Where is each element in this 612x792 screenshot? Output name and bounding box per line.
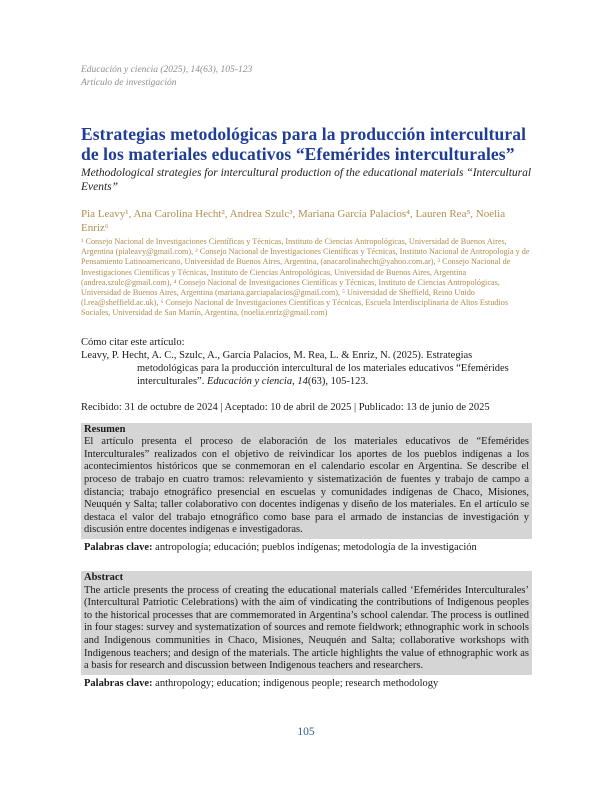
dates-line: Recibido: 31 de octubre de 2024 | Aceptado: 10 de abril de 2025 | Publicado: 13 de junio de 2025 bbox=[81, 401, 490, 413]
journal-header bbox=[81, 64, 532, 89]
citation-issue-pages: (63), 105-123. bbox=[307, 375, 369, 387]
abstract-heading: Abstract bbox=[84, 571, 124, 583]
citation-journal-name: Educación y ciencia, 14 bbox=[206, 375, 308, 387]
resumen-keywords bbox=[81, 541, 532, 554]
resumen-body: El artículo presenta el proceso de elaboración de los materiales educativos de “Efemérides Interculturales” realizados con el objetivo de reivindicar los aportes de los pueblos indígenas a los acontecimientos históricos que se conmemoran en el calendario escolar en Argentina. Se describe el proceso de trabajo en cuatro tramos: relevamiento y sistematización de fuentes y trabajo de campo a distancia; trabajo etnográfico presencial en escuelas y comunidades indígenas de Chaco, Misiones, Neuquén y Salta; taller colaborativo con docentes indígenas y diseño de los materiales. En el artículo se destaca el valor del trabajo etnográfico como base para el armado de instancias de investigación y discusión entre docentes indígenas e investigadoras. bbox=[84, 436, 529, 536]
resumen-keywords-value: antropología; educación; pueblos indígenas; metodología de la investigación bbox=[155, 541, 477, 553]
abstract-keywords-value: anthropology; education; indigenous people; research methodology bbox=[155, 677, 439, 689]
author-affiliations: ¹ Consejo Nacional de Investigaciones Científicas y Técnicas, Instituto de Ciencias Antropológicas, Universidad de Buenos Aires, Argentina (pialeavy@gmail.com), ² Consejo Nacional de Investigaciones Científicas y Técnicas, Instituto Nacional de Antropología y de Pensamiento Latinoamericano, Universidad de Buenos Aires, Argentina, (anacarolinahecht@yahoo.com.ar), ³ Consejo Nacional de Investigaciones Científicas y Técnicas, Instituto de Ciencias Antropológicas, Universidad de Buenos Aires, Argentina (andrea.szulc@gmail.com), ⁴ Consejo Nacional de Investigaciones Científicas y Técnicas, Instituto de Ciencias Antropológicas, Universidad de Buenos Aires, Argentina (mariana.garciapalacios@gmail.com), ⁵ Universidad de Sheffield, Reino Unido (l.rea@sheffield.ac.uk), ⁶ Consejo Nacional de Investigaciones Científicas y Técnicas, Escuela Interdisciplinaria de Altos Estudios Sociales, Universidad de San Martín, Argentina, (noelia.enriz@gmail.com) bbox=[81, 237, 530, 318]
resumen-keywords-label: Palabras clave: bbox=[84, 541, 153, 553]
page-number: 105 bbox=[297, 726, 315, 738]
article-type-label: Artículo de investigación bbox=[81, 77, 177, 88]
journal-line: Educación y ciencia (2025), 14(63), 105-123 bbox=[81, 65, 253, 75]
abstract-keywords-label: Palabras clave: bbox=[84, 677, 153, 689]
page-content bbox=[81, 64, 532, 690]
citation-text-main: Leavy, P. Hecht, A. C., Szulc, A., García Palacios, M. Rea, L. & Enriz, N. (2025). Estrategias metodológicas para la producción intercultural de los materiales educativos “Efemérides interculturales”. bbox=[81, 349, 509, 387]
abstract-keywords bbox=[81, 677, 532, 690]
citation-text bbox=[81, 349, 532, 388]
article-title-en: Methodological strategies for intercultural production of the educational materials “Intercultural Events” bbox=[81, 167, 532, 193]
article-title-es: Estrategias metodológicas para la producción intercultural de los materiales educativos “Efemérides interculturales” bbox=[81, 124, 527, 164]
resumen-block bbox=[81, 423, 532, 539]
abstract-block bbox=[81, 571, 532, 675]
citation-label: Cómo citar este artículo: bbox=[81, 336, 185, 348]
abstract-body: The article presents the process of creating the educational materials called ‘Efemérides Interculturales’ (Intercultural Patriotic Celebrations) with the aim of vindicating the contributions of Indigenous peoples to the historical processes that are commemorated in Argentina’s school calendar. The process is outlined in four stages: survey and systematization of sources and remote fieldwork; ethnographic work in schools and Indigenous communities in Chaco, Misiones, Neuquén and Salta; collaborative workshops with Indigenous teachers; and design of the materials. The article highlights the value of ethnographic work as a basis for research and discussion between Indigenous teachers and researchers. bbox=[84, 584, 529, 672]
authors-line: Pia Leavy¹, Ana Carolina Hecht², Andrea Szulc³, Mariana García Palacios⁴, Lauren Rea⁵, Noelia Enriz⁶ bbox=[81, 208, 506, 234]
resumen-heading: Resumen bbox=[84, 423, 126, 435]
